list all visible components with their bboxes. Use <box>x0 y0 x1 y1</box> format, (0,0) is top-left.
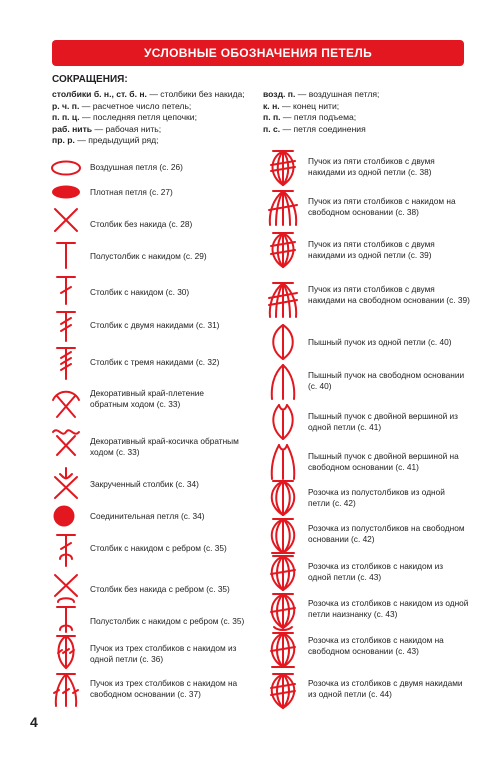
symbol-label: Пучок из пяти столбиков с накидом на свободном основании (с. 38) <box>308 196 456 217</box>
page-number: 4 <box>30 714 38 730</box>
abbreviation-item: п. п. ц. — последняя петля цепочки; <box>52 112 197 122</box>
abbreviations-left <box>52 89 257 147</box>
rosette-double-free-icon <box>266 630 300 670</box>
five-stitch-cluster-icon <box>266 148 300 188</box>
symbol-label: Розочка из полустолбиков из одной петли (с. 42) <box>308 487 445 508</box>
double-crochet-icon <box>52 274 80 306</box>
braid-edge-icon <box>50 424 82 458</box>
symbol-label: Пышный пучок из одной петли (с. 40) <box>308 337 452 347</box>
symbol-label: Соединительная петля (с. 34) <box>90 511 205 521</box>
symbol-label: Розочка из столбиков с двумя накидами из одной петли (с. 44) <box>308 678 463 699</box>
rosette-double-icon <box>266 553 300 593</box>
ribbed-half-double-icon <box>52 604 80 634</box>
rosette-double-wrong-icon <box>266 591 300 631</box>
abbreviation-item: раб. нить — рабочая нить; <box>52 123 162 134</box>
abbreviation-item: пр. р. — предыдущий ряд; <box>52 135 159 145</box>
symbol-label: Столбик без накида с ребром (с. 35) <box>90 584 230 594</box>
rosette-half-icon <box>266 478 300 518</box>
abbreviation-item: р. ч. п. — расчетное число петель; <box>52 100 192 111</box>
dense-loop-icon <box>50 183 82 201</box>
rosette-half-free-icon <box>266 516 300 556</box>
half-double-crochet-icon <box>52 240 80 270</box>
treble-crochet-icon <box>52 309 80 343</box>
symbol-label: Плотная петля (с. 27) <box>90 187 173 197</box>
symbol-label: Розочка из столбиков с накидом из одной петли наизнанку (с. 43) <box>308 598 469 619</box>
symbol-label: Пышный пучок с двойной вершиной на свободном основании (с. 41) <box>308 451 459 472</box>
symbol-label: Столбик с тремя накидами (с. 32) <box>90 357 220 367</box>
puff-stitch-free-icon <box>268 362 298 402</box>
five-stitch-cluster-free-alt-icon <box>266 280 300 320</box>
abbreviations-right <box>263 89 468 135</box>
puff-stitch-icon <box>268 322 298 362</box>
single-crochet-icon <box>52 206 80 234</box>
symbol-label: Столбик с накидом (с. 30) <box>90 287 190 297</box>
five-stitch-cluster-alt-icon <box>266 230 300 270</box>
symbol-label: Розочка из столбиков с накидом из одной петли (с. 43) <box>308 561 444 582</box>
three-stitch-cluster-icon <box>52 633 80 671</box>
three-stitch-cluster-free-icon <box>50 671 82 709</box>
slip-stitch-icon <box>52 504 76 528</box>
symbol-label: Пучок из пяти столбиков с двумя накидами на свободном основании (с. 39) <box>308 284 470 305</box>
symbol-label: Розочка из полустолбиков на свободном основании (с. 42) <box>308 523 465 544</box>
symbol-label: Полустолбик с накидом с ребром (с. 35) <box>90 616 245 626</box>
five-stitch-cluster-free-icon <box>266 188 300 228</box>
ribbed-double-crochet-icon <box>52 532 80 568</box>
symbol-label: Пучок из трех столбиков с накидом на свободном основании (с. 37) <box>90 678 238 699</box>
symbol-label: Розочка из столбиков с накидом на свободном основании (с. 43) <box>308 635 444 656</box>
double-top-puff-icon <box>268 402 298 442</box>
symbol-label: Пучок из трех столбиков с накидом из одной петли (с. 36) <box>90 643 237 664</box>
symbol-label: Пышный пучок с двойной вершиной из одной петли (с. 41) <box>308 411 458 432</box>
symbol-label: Пучок из пяти столбиков с двумя накидами из одной петли (с. 38) <box>308 156 435 177</box>
symbol-label: Пышный пучок на свободном основании (с. 40) <box>308 370 465 391</box>
symbol-label: Полустолбик с накидом (с. 29) <box>90 251 207 261</box>
symbol-label: Воздушная петля (с. 26) <box>90 162 183 172</box>
symbol-label: Закрученный столбик (с. 34) <box>90 479 199 489</box>
abbreviation-item: возд. п. — воздушная петля; <box>263 89 380 99</box>
air-loop-icon <box>50 159 82 177</box>
double-top-puff-free-icon <box>268 442 298 482</box>
abbreviations-title: СОКРАЩЕНИЯ: <box>52 74 128 85</box>
double-treble-crochet-icon <box>52 345 80 381</box>
twisted-stitch-icon <box>52 466 80 500</box>
abbreviation-item: столбики б. н., ст. б. н. — столбики без накида; <box>52 89 245 99</box>
abbreviation-item: к. н. — конец нити; <box>263 100 340 111</box>
symbol-label: Столбик без накида (с. 28) <box>90 219 193 229</box>
symbol-label: Декоративный край-плетение обратным ходом (с. 33) <box>90 388 205 409</box>
reverse-edge-icon <box>50 386 82 420</box>
abbreviation-item: п. с. — петля соединения <box>263 123 366 134</box>
ribbed-single-crochet-icon <box>52 572 80 604</box>
symbol-label: Столбик с накидом с ребром (с. 35) <box>90 543 227 553</box>
symbol-label: Декоративный край-косичка обратным ходом (с. 33) <box>90 436 239 457</box>
section-title: УСЛОВНЫЕ ОБОЗНАЧЕНИЯ ПЕТЕЛЬ <box>52 40 464 66</box>
symbol-label: Пучок из пяти столбиков с двумя накидами из одной петли (с. 39) <box>308 239 435 260</box>
abbreviation-item: п. п. — петля подъема; <box>263 112 357 122</box>
rosette-treble-icon <box>266 671 300 711</box>
symbol-label: Столбик с двумя накидами (с. 31) <box>90 320 220 330</box>
